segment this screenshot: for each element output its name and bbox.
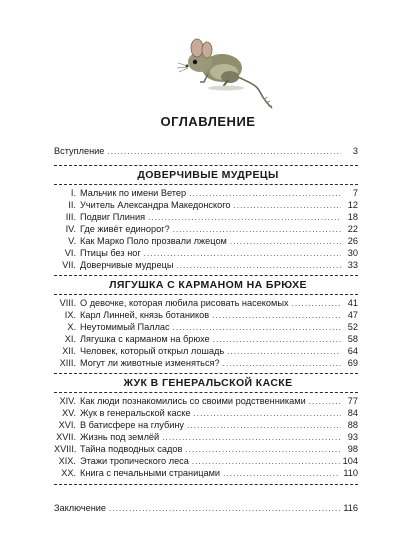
- toc-item-title: В батисфере на глубину: [80, 420, 185, 430]
- chapter-number: XV.: [62, 408, 76, 418]
- toc-item-title: Жук в генеральской каске: [80, 408, 191, 418]
- toc-item-title: Могут ли животные изменяться?: [80, 358, 220, 368]
- jerboa-illustration: [164, 22, 274, 110]
- toc-item[interactable]: [54, 235, 358, 247]
- section-divider: [54, 165, 358, 166]
- toc-item-title: Как Марко Поло прозвали лжецом: [80, 236, 227, 246]
- toc-item[interactable]: [54, 187, 358, 199]
- leader-dots: [107, 146, 341, 158]
- toc-intro-row[interactable]: [54, 145, 358, 157]
- toc-page-number: 7: [352, 188, 358, 198]
- toc-page-number: 41: [347, 298, 358, 308]
- leader-dots: [176, 260, 341, 272]
- toc-page-number: 33: [347, 260, 358, 270]
- chapter-number: VII.: [62, 260, 76, 270]
- toc-page-number: 84: [347, 408, 358, 418]
- toc-conclusion-row[interactable]: [54, 502, 358, 514]
- section-divider: [54, 392, 358, 393]
- toc-item[interactable]: [54, 407, 358, 419]
- section-divider: [54, 275, 358, 276]
- toc-item[interactable]: [54, 443, 358, 455]
- toc-item-title: Доверчивые мудрецы: [80, 260, 174, 270]
- toc-item-title: Подвиг Плиния: [80, 212, 146, 222]
- toc-page-number: 110: [343, 468, 358, 478]
- chapter-number: XIII.: [59, 358, 76, 368]
- toc-item-title: Неутомимый Паллас: [80, 322, 170, 332]
- toc-item[interactable]: [54, 297, 358, 309]
- toc-page-number: 26: [347, 236, 358, 246]
- toc-page-number: 93: [347, 432, 358, 442]
- chapter-number: II.: [68, 200, 76, 210]
- section-heading: ЛЯГУШКА С КАРМАНОМ НА БРЮХЕ: [109, 279, 307, 291]
- chapter-number: VIII.: [59, 298, 76, 308]
- chapter-number: X.: [67, 322, 76, 332]
- chapter-number: I.: [70, 188, 76, 198]
- toc-page-number: 64: [347, 346, 358, 356]
- leader-dots: [109, 503, 340, 515]
- chapter-number: XX.: [61, 468, 76, 478]
- toc-item[interactable]: [54, 211, 358, 223]
- chapter-number: III.: [65, 212, 76, 222]
- section-divider: [54, 484, 358, 485]
- chapter-number: XI.: [64, 334, 76, 344]
- section-divider: [54, 184, 358, 185]
- section-heading: ДОВЕРЧИВЫЕ МУДРЕЦЫ: [137, 169, 279, 181]
- toc-page-number: 69: [347, 358, 358, 368]
- toc-item-title: Заключение: [54, 503, 107, 513]
- toc-item-title: О девочке, которая любила рисовать насекомых: [80, 298, 289, 308]
- chapter-number: VI.: [64, 248, 76, 258]
- chapter-number: IX.: [64, 310, 76, 320]
- section-divider: [54, 294, 358, 295]
- chapter-number: V.: [68, 236, 76, 246]
- toc-item-title: Жизнь под землёй: [80, 432, 160, 442]
- toc-page-number: 47: [347, 310, 358, 320]
- toc-page-number: 30: [347, 248, 358, 258]
- toc-title: ОГЛАВЛЕНИЕ: [160, 114, 256, 129]
- toc-item-title: Птицы без ног: [80, 248, 141, 258]
- toc-item[interactable]: [54, 395, 358, 407]
- toc-page-number: 22: [347, 224, 358, 234]
- chapter-number: IV.: [65, 224, 76, 234]
- chapter-number: XIX.: [58, 456, 76, 466]
- toc-item[interactable]: [54, 309, 358, 321]
- toc-page-number: 18: [347, 212, 358, 222]
- toc-item[interactable]: [54, 333, 358, 345]
- toc-item[interactable]: [54, 419, 358, 431]
- toc-item[interactable]: [54, 259, 358, 271]
- toc-page-number: 104: [342, 456, 358, 466]
- toc-item-title: Учитель Александра Македонского: [80, 200, 231, 210]
- section-divider: [54, 373, 358, 374]
- toc-item-title: Как люди познакомились со своими родственниками: [80, 396, 306, 406]
- toc-page-number: 58: [347, 334, 358, 344]
- chapter-number: XVI.: [58, 420, 76, 430]
- toc-item[interactable]: [54, 467, 358, 479]
- toc-item-title: Книга с печальными страницами: [80, 468, 221, 478]
- toc-item[interactable]: [54, 223, 358, 235]
- toc-item[interactable]: [54, 431, 358, 443]
- toc-item[interactable]: [54, 247, 358, 259]
- toc-item[interactable]: [54, 455, 358, 467]
- chapter-number: XVII.: [56, 432, 76, 442]
- toc-page-number: 12: [347, 200, 358, 210]
- toc-item-title: Карл Линней, князь ботаников: [80, 310, 210, 320]
- toc-item-title: Тайна подводных садов: [80, 444, 183, 454]
- toc-item-title: Где живёт единорог?: [80, 224, 170, 234]
- chapter-number: XVIII.: [54, 444, 77, 454]
- toc-page-number: 88: [347, 420, 358, 430]
- toc-page-number: 116: [343, 503, 358, 513]
- toc-item[interactable]: [54, 321, 358, 333]
- toc-item[interactable]: [54, 199, 358, 211]
- toc-item-title: Этажи тропического леса: [80, 456, 189, 466]
- toc-item-title: Вступление: [54, 146, 105, 156]
- toc-item[interactable]: [54, 357, 358, 369]
- section-heading: ЖУК В ГЕНЕРАЛЬСКОЙ КАСКЕ: [123, 377, 293, 389]
- leader-dots: [223, 358, 341, 370]
- leader-dots: [223, 468, 340, 480]
- toc-item-title: Лягушка с карманом на брюхе: [80, 334, 210, 344]
- toc-item-title: Мальчик по имени Ветер: [80, 188, 187, 198]
- chapter-number: XIV.: [59, 396, 76, 406]
- toc-page-number: 3: [352, 146, 358, 156]
- chapter-number: XII.: [62, 346, 76, 356]
- toc-item-title: Человек, который открыл лошадь: [80, 346, 225, 356]
- toc-item[interactable]: [54, 345, 358, 357]
- toc-page-number: 77: [347, 396, 358, 406]
- toc-page-number: 52: [347, 322, 358, 332]
- toc-page-number: 98: [347, 444, 358, 454]
